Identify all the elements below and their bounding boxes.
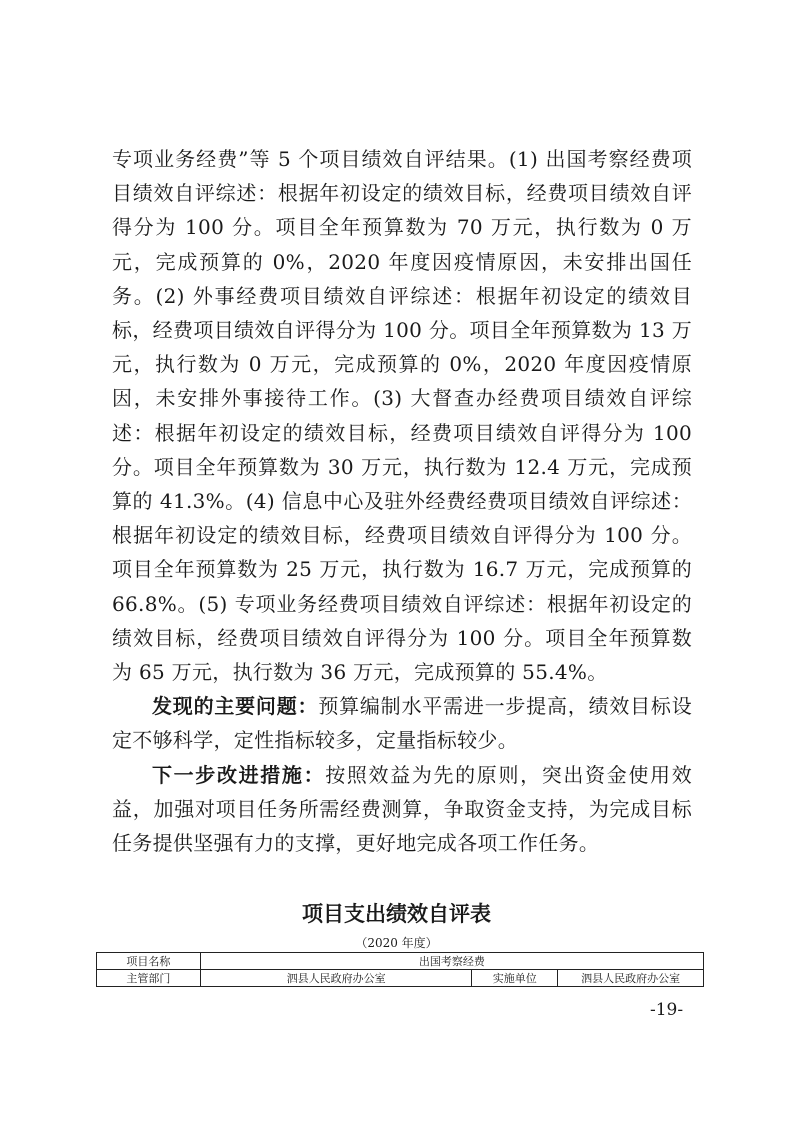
- department-value: 泗县人民政府办公室: [200, 970, 472, 987]
- paragraph-improvements: [112, 758, 692, 861]
- paragraph-project-results: 专项业务经费”等 5 个项目绩效自评结果。(1) 出国考察经费项目绩效自评综述：根据年初设定的绩效目标，经费项目绩效自评得分为 100 分。项目全年预算数为 70 万元，执行数为 0 万元，完成预算的 0%，2020 年度因疫情原因，未安排出国任务。(2) 外事经费项目绩效自评综述：根据年初设定的绩效目标，经费项目绩效自评得分为 100 分。项目全年预算数为 13 万元，执行数为 0 万元，完成预算的 0%，2020 年度因疫情原因，未安排外事接待工作。(3) 大督查办经费项目绩效自评综述：根据年初设定的绩效目标，经费项目绩效自评得分为 100 分。项目全年预算数为 30 万元，执行数为 12.4 万元，完成预算的 41.3%。(4) 信息中心及驻外经费经费项目绩效自评综述：根据年初设定的绩效目标，经费项目绩效自评得分为 100 分。项目全年预算数为 25 万元，执行数为 16.7 万元，完成预算的 66.8%。(5) 专项业务经费项目绩效自评综述：根据年初设定的绩效目标，经费项目绩效自评得分为 100 分。项目全年预算数为 65 万元，执行数为 36 万元，完成预算的 55.4%。: [112, 147, 692, 685]
- problems-label: 发现的主要问题：: [152, 694, 319, 719]
- table-subtitle: （2020 年度）: [355, 936, 438, 950]
- paragraph-problems: [112, 689, 692, 757]
- implementing-unit-label: 实施单位: [472, 970, 558, 987]
- table-row: [97, 953, 704, 970]
- page-number: -19-: [650, 1000, 684, 1020]
- department-label: 主管部门: [97, 970, 201, 987]
- improvements-label: 下一步改进措施：: [152, 762, 326, 787]
- improvements-text: 按照效益为先的原则，突出资金使用效益，加强对项目任务所需经费测算，争取资金支持，为完成目标任务提供坚强有力的支撑，更好地完成各项工作任务。: [112, 762, 692, 856]
- project-name-label: 项目名称: [97, 953, 201, 970]
- performance-evaluation-table: [96, 952, 704, 987]
- table-row: [97, 970, 704, 987]
- body-text: [112, 142, 692, 860]
- implementing-unit-value: 泗县人民政府办公室: [558, 970, 704, 987]
- problems-text: 预算编制水平需进一步提高，绩效目标设定不够科学，定性指标较多，定量指标较少。: [112, 694, 692, 753]
- project-name-value: 出国考察经费: [200, 953, 703, 970]
- table-title: 项目支出绩效自评表: [302, 902, 491, 926]
